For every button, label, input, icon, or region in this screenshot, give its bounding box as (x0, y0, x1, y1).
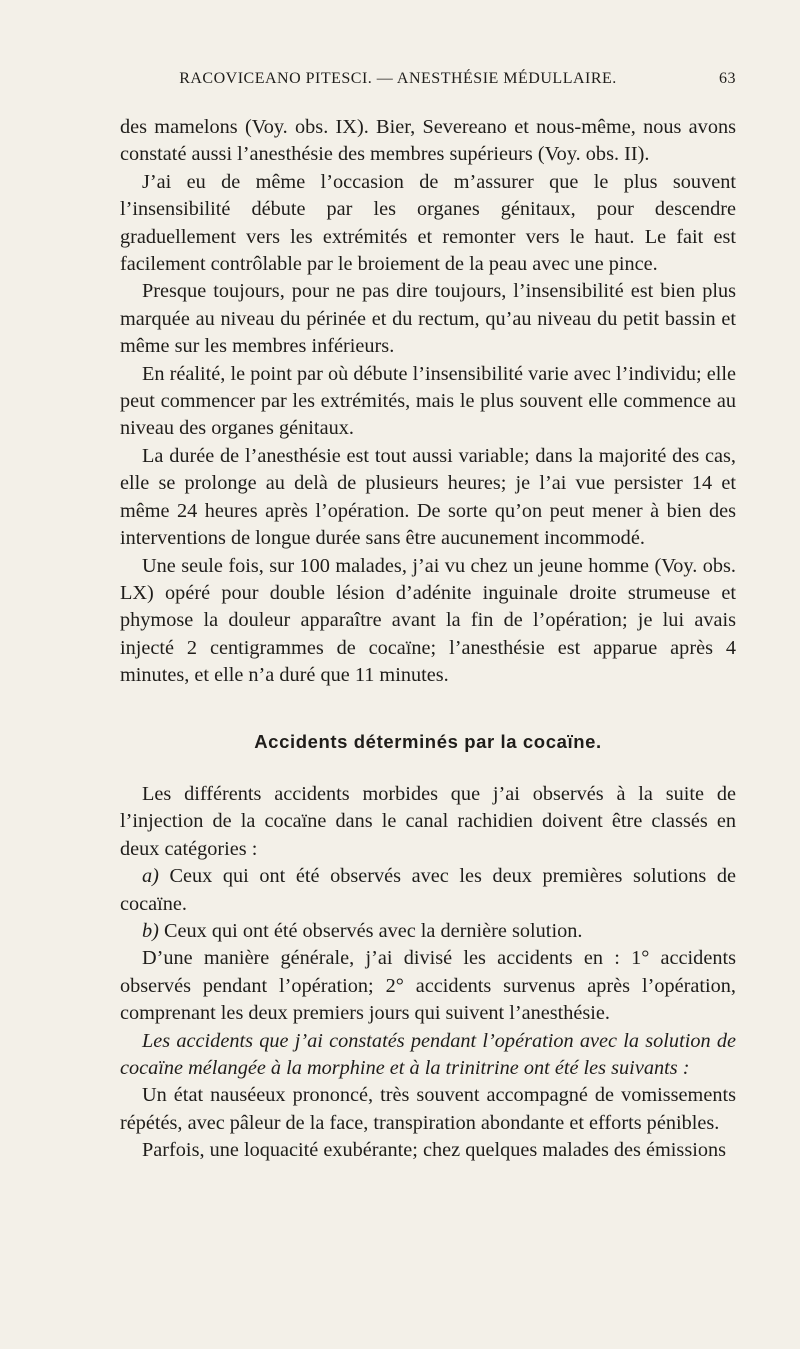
list-item-letter: a) (142, 865, 159, 888)
italic-paragraph: Les accidents que j’ai constatés pendant l’opération avec la solution de cocaïne mélangée à la morphine et à la trinitrine ont été les suivants : (120, 1029, 736, 1079)
paragraph: Les différents accidents morbides que j’ai observés à la suite de l’injection de la cocaïne dans le canal rachidien doivent être classés en deux catégories : (120, 782, 736, 860)
paragraph: En réalité, le point par où débute l’insensibilité varie avec l’individu; elle peut commencer par les extrémités, mais le plus souvent elle commence au niveau des organes génitaux. (120, 362, 736, 440)
paragraph: J’ai eu de même l’occasion de m’assurer que le plus souvent l’insensibilité débute par les organes génitaux, pour descendre graduellement vers les extrémités et remonter vers le haut. Le fait est facilement contrôlable par le broiement de la peau avec une pince. (120, 170, 736, 276)
running-head-title: RACOVICEANO PITESCI. — ANESTHÉSIE MÉDULLAIRE. (179, 70, 617, 87)
body-text (120, 114, 736, 1165)
paragraph: La durée de l’anesthésie est tout aussi variable; dans la majorité des cas, elle se prolonge au delà de plusieurs heures; je l’ai vue persister 14 et même 24 heures après l’opération. De sorte qu’on peut mener à bien des interventions de longue durée sans être aucunement incommodé. (120, 444, 736, 550)
running-head (120, 70, 736, 94)
paragraph: Presque toujours, pour ne pas dire toujours, l’insensibilité est bien plus marquée au niveau du périnée et du rectum, qu’au niveau du petit bassin et même sur les membres inférieurs. (120, 280, 736, 358)
list-item-text: Ceux qui ont été observés avec les deux premières solutions de cocaïne. (120, 865, 736, 915)
paragraph: des mamelons (Voy. obs. IX). Bier, Severeano et nous-même, nous avons constaté aussi l’anesthésie des membres supérieurs (Voy. obs. II). (120, 116, 736, 166)
list-item-letter: b) (142, 919, 159, 942)
list-item-a (120, 863, 736, 918)
list-item-text: Ceux qui ont été observés avec la dernière solution. (158, 919, 583, 942)
paragraph: Un état nauséeux prononcé, très souvent accompagné de vomissements répétés, avec pâleur de la face, transpiration abondante et efforts pénibles. (120, 1084, 736, 1134)
paragraph: Parfois, une loquacité exubérante; chez quelques malades des émissions (142, 1139, 727, 1162)
paragraph: Une seule fois, sur 100 malades, j’ai vu chez un jeune homme (Voy. obs. LX) opéré pour double lésion d’adénite inguinale droite strumeuse et phymose la douleur apparaître avant la fin de l’opération; je lui avais injecté 2 centigrammes de cocaïne; l’anesthésie est apparue après 4 minutes, et elle n’a duré que 11 minutes. (120, 554, 736, 687)
list-item-b (120, 918, 736, 945)
page-number: 63 (719, 70, 736, 87)
paragraph: D’une manière générale, j’ai divisé les accidents en : 1° accidents observés pendant l’opération; 2° accidents survenus après l’opération, comprenant les deux premiers jours qui suivent l’anesthésie. (120, 947, 736, 1025)
section-heading: Accidents déterminés par la cocaïne. (254, 730, 602, 752)
